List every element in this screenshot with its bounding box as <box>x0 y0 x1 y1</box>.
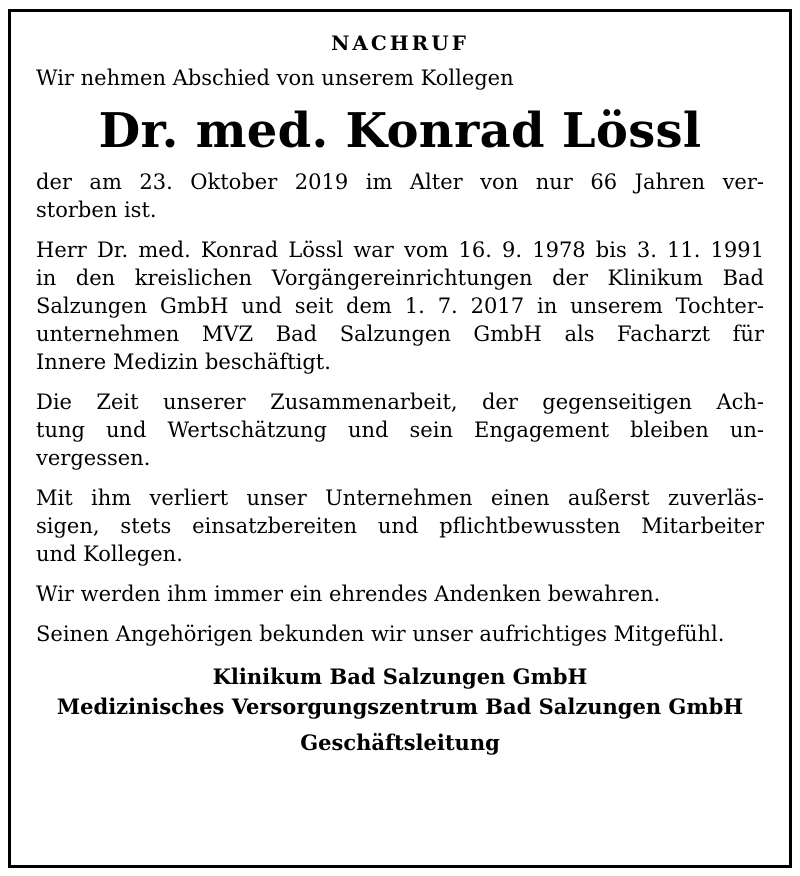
text-line: storben ist. <box>36 198 157 222</box>
text-line: Wir werden ihm immer ein ehrendes Andenken bewahren. <box>36 582 661 606</box>
text-line: Die Zeit unserer Zusammenarbeit, der gegenseitigen Ach- <box>36 390 764 414</box>
signature-department: Geschäftsleitung <box>300 730 500 755</box>
paragraph-death-date <box>36 168 764 224</box>
text-line: Seinen Angehörigen bekunden wir unser aufrichtiges Mitgefühl. <box>36 622 725 646</box>
text-line: Herr Dr. med. Konrad Lössl war vom 16. 9. 1978 bis 3. 11. 1991 <box>36 238 764 262</box>
paragraph-career <box>36 236 764 376</box>
text-line: in den kreislichen Vorgängereinrichtungen der Klinikum Bad <box>36 266 764 290</box>
text-line: und Kollegen. <box>36 542 183 566</box>
paragraph-condolences <box>36 620 764 648</box>
paragraph-remembrance <box>36 580 764 608</box>
paragraph-loss <box>36 484 764 568</box>
notice-intro: Wir nehmen Abschied von unserem Kollegen <box>36 66 514 90</box>
notice-heading: NACHRUF <box>331 31 469 55</box>
text-line: unternehmen MVZ Bad Salzungen GmbH als Facharzt für <box>36 322 764 346</box>
text-line: vergessen. <box>36 446 151 470</box>
signature-org-1: Klinikum Bad Salzungen GmbH <box>212 664 588 689</box>
text-line: tung und Wertschätzung und sein Engagement bleiben un- <box>36 418 764 442</box>
text-line: Mit ihm verliert unser Unternehmen einen außerst zuverläs- <box>36 486 764 510</box>
signature-block <box>36 662 764 758</box>
text-line: sigen, stets einsatzbereiten und pflichtbewussten Mitarbeiter <box>36 514 764 538</box>
text-line: Salzungen GmbH und seit dem 1. 7. 2017 in unserem Tochter- <box>36 294 764 318</box>
text-line: Innere Medizin beschäftigt. <box>36 350 331 374</box>
signature-org-2: Medizinisches Versorgungszentrum Bad Salzungen GmbH <box>56 694 744 719</box>
deceased-name: Dr. med. Konrad Lössl <box>98 103 702 159</box>
obituary-notice <box>36 28 764 758</box>
text-line: der am 23. Oktober 2019 im Alter von nur 66 Jahren ver- <box>36 170 764 194</box>
paragraph-collaboration <box>36 388 764 472</box>
